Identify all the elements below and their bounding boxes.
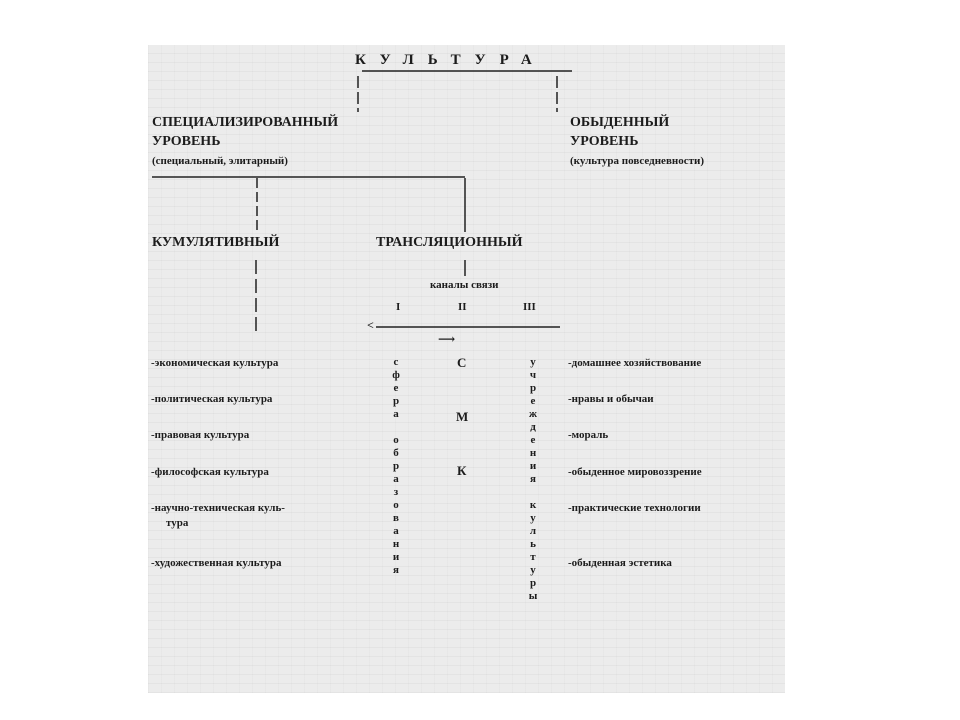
channels-label: каналы связи	[430, 279, 499, 291]
education-spheres-letter: и	[392, 551, 400, 563]
education-spheres-letter: в	[393, 512, 399, 524]
specialized-item-artistic: -художественная культура	[151, 557, 282, 569]
channel-letter-k: К	[457, 463, 467, 478]
specialized-level-subtitle: УРОВЕНЬ	[152, 134, 221, 149]
channels-left-arrowhead: <	[367, 318, 374, 332]
specialized-item-economic: -экономическая культура	[151, 357, 279, 369]
cultural-institutions-letter: у	[530, 512, 536, 524]
specialized-item-scientific-technical: -научно-техническая куль-	[151, 502, 285, 514]
ordinary-level-subtitle: УРОВЕНЬ	[570, 134, 639, 149]
channel-numeral-1: I	[396, 301, 401, 313]
cultural-institutions-letter: у	[530, 356, 536, 368]
education-spheres-letter: о	[393, 434, 399, 446]
ordinary-item-customs: -нравы и обычаи	[568, 393, 654, 405]
ordinary-item-worldview: -обыденное мировоззрение	[568, 466, 702, 478]
education-spheres-letter: р	[392, 395, 400, 407]
cultural-institutions-letter: н	[529, 447, 537, 459]
vertical-word-cultural-institutions	[526, 356, 540, 603]
cultural-institutions-letter: д	[530, 421, 536, 433]
education-spheres-letter: ф	[392, 369, 400, 381]
ordinary-level-note: (культура повседневности)	[570, 155, 705, 167]
channels-right-arrow: ⟶	[438, 332, 456, 346]
cultural-institutions-letter: и	[529, 460, 537, 472]
specialized-level-note: (специальный, элитарный)	[152, 155, 288, 167]
education-spheres-letter	[395, 421, 398, 434]
specialized-item-legal: -правовая культура	[151, 429, 250, 441]
ordinary-item-practical-tech: -практические технологии	[568, 502, 701, 514]
cultural-institutions-letter: я	[530, 473, 536, 485]
cultural-institutions-letter: ы	[528, 590, 538, 602]
education-spheres-letter: а	[393, 473, 399, 485]
education-spheres-letter: я	[393, 564, 399, 576]
channel-letter-s: С	[457, 355, 467, 370]
cultural-institutions-letter: е	[530, 395, 536, 407]
education-spheres-letter: е	[393, 382, 399, 394]
education-spheres-letter: з	[393, 486, 399, 498]
cultural-institutions-letter: р	[529, 577, 537, 589]
cultural-institutions-letter: к	[529, 499, 537, 511]
specialized-level-title: СПЕЦИАЛИЗИРОВАННЫЙ	[152, 115, 339, 130]
education-spheres-letter: р	[392, 460, 400, 472]
cultural-institutions-letter: р	[529, 382, 537, 394]
channel-letter-m: М	[456, 409, 469, 424]
ordinary-level-title: ОБЫДЕННЫЙ	[570, 115, 670, 130]
ordinary-item-household: -домашнее хозяйствование	[568, 357, 702, 369]
cultural-institutions-letter: ь	[530, 538, 536, 550]
cumulative-heading: КУМУЛЯТИВНЫЙ	[152, 235, 280, 250]
specialized-item-political: -политическая культура	[151, 393, 273, 405]
ordinary-item-morality: -мораль	[568, 429, 609, 441]
cultural-institutions-letter: у	[530, 564, 536, 576]
specialized-item-philosophical: -философская культура	[151, 466, 269, 478]
cultural-institutions-letter: ч	[529, 369, 537, 381]
cultural-institutions-letter: е	[530, 434, 536, 446]
channel-numeral-2: II	[458, 301, 467, 313]
education-spheres-letter: н	[392, 538, 400, 550]
channel-numeral-3: III	[523, 301, 536, 313]
education-spheres-letter: а	[393, 408, 399, 420]
translational-heading: ТРАНСЛЯЦИОННЫЙ	[376, 235, 523, 250]
culture-title: КУЛЬТУРА	[355, 52, 546, 68]
cultural-institutions-letter: т	[530, 551, 536, 563]
cultural-institutions-letter: л	[529, 525, 537, 537]
cultural-institutions-letter: ж	[529, 408, 537, 420]
education-spheres-letter: б	[393, 447, 399, 459]
vertical-word-education-spheres	[389, 356, 403, 577]
education-spheres-letter: с	[393, 356, 399, 368]
cultural-institutions-letter	[532, 486, 535, 499]
specialized-item-scientific-technical-cont: тура	[166, 517, 189, 529]
ordinary-item-aesthetics: -обыденная эстетика	[568, 557, 672, 569]
education-spheres-letter: о	[393, 499, 399, 511]
education-spheres-letter: а	[393, 525, 399, 537]
